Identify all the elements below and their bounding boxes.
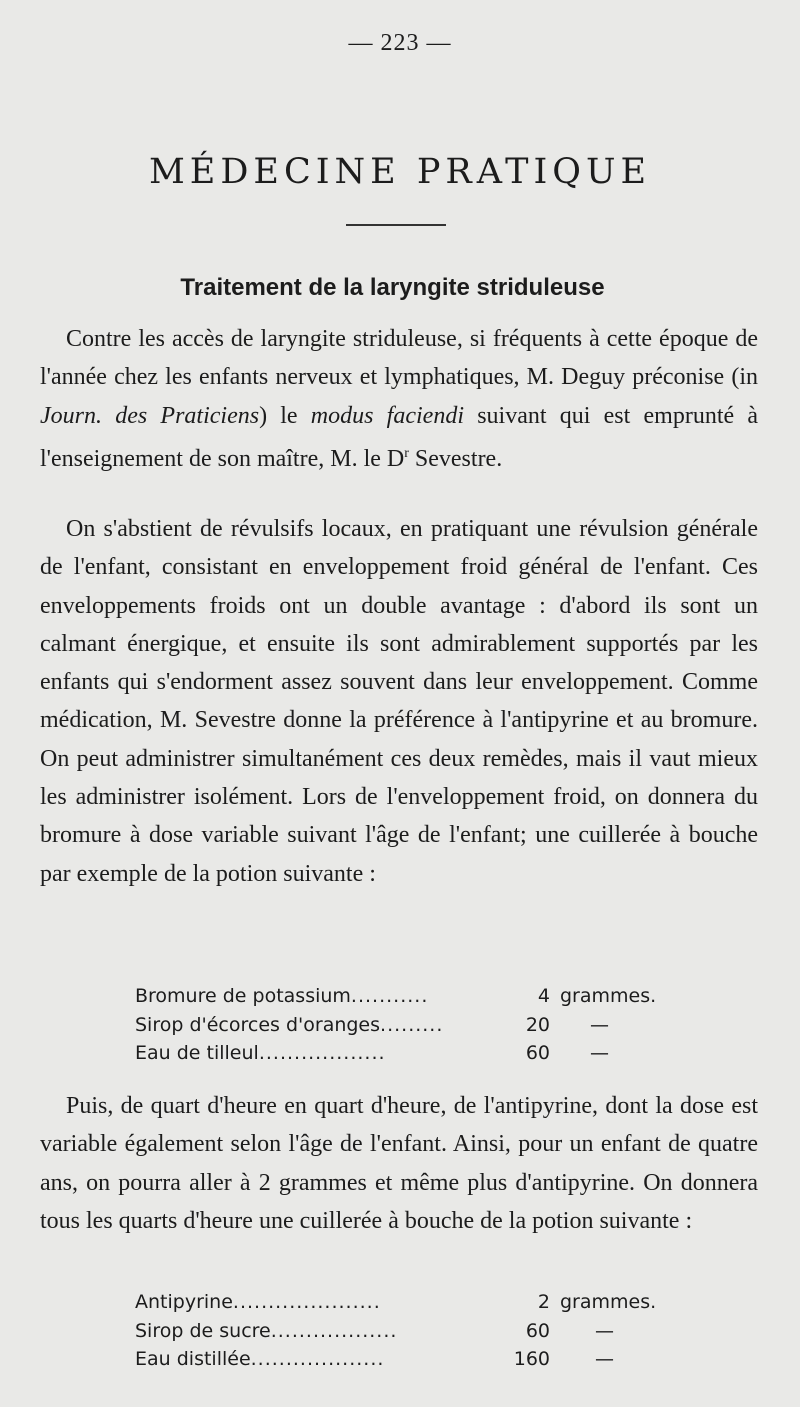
ingredient-name: Sirop de sucre bbox=[135, 1319, 271, 1342]
leader-dots: ........... bbox=[350, 985, 429, 1007]
ingredient-name: Eau de tilleul bbox=[135, 1042, 259, 1064]
leader-dots: ......... bbox=[380, 1013, 444, 1036]
ingredient-name: Sirop d'écorces d'oranges bbox=[135, 1013, 381, 1036]
leader-dots: ................... bbox=[250, 1348, 385, 1370]
journal-title: Journ. des Praticiens bbox=[40, 402, 260, 429]
ingredient-unit: grammes. bbox=[560, 985, 657, 1007]
latin-phrase: modus faciendi bbox=[310, 402, 464, 429]
ingredient-quantity: 160 bbox=[513, 1348, 550, 1370]
ingredient-name: Eau distillée bbox=[135, 1348, 251, 1370]
paragraph-2 bbox=[40, 510, 758, 893]
leader-dots: ..................... bbox=[232, 1291, 381, 1313]
recipe-row bbox=[135, 1317, 675, 1346]
page-title: MÉDECINE PRATIQUE bbox=[148, 152, 652, 192]
recipe-row bbox=[135, 1039, 675, 1068]
paragraph-2-text: On s'abstient de révulsifs locaux, en pratiquant une révulsion générale de l'enfant, consistant en enveloppement froid général de l'enfant. Ces enveloppements froids ont un double avantage : d'abord ils sont un calmant énergique, et ensuite ils sont admirablement supportés par les enfants qui s'endorment assez souvent dans leur enveloppement. Comme médication, M. Sevestre donne la préférence à l'antipyrine et au bromure. On peut administrer simultanément ces deux remèdes, mais il vaut mieux les administrer isolément. Lors de l'enveloppement froid, on donnera du bromure à dose variable suivant l'âge de l'enfant; une cuillerée à bouche par exemple de la potion suivante : bbox=[40, 516, 758, 887]
recipe-row bbox=[135, 1011, 675, 1040]
title-rule bbox=[346, 224, 446, 226]
ingredient-unit: — bbox=[595, 1319, 614, 1342]
ingredient-quantity: 20 bbox=[525, 1013, 550, 1036]
ingredient-unit: grammes. bbox=[560, 1291, 657, 1313]
recipe-2 bbox=[135, 1288, 675, 1374]
ingredient-unit: — bbox=[590, 1013, 609, 1036]
ingredient-quantity: 2 bbox=[537, 1291, 550, 1313]
paragraph-1-part-c: suivant qui est emprunté à l'enseignement de son maître, M. le D bbox=[40, 402, 758, 472]
paragraph-1-part-b: ) le bbox=[259, 402, 311, 429]
paragraph-1-part-a: Contre les accès de laryngite striduleuse, si fréquents à cette époque de l'année chez les enfants nerveux et lymphatiques, M. Deguy préconise (in bbox=[40, 326, 758, 391]
recipe-row bbox=[135, 1288, 675, 1317]
paragraph-1 bbox=[40, 320, 758, 478]
recipe-1 bbox=[135, 982, 675, 1068]
paragraph-3-text: Puis, de quart d'heure en quart d'heure, de l'antipyrine, dont la dose est variable également selon l'âge de l'enfant. Ainsi, pour un enfant de quatre ans, on pourra aller à 2 grammes et même plus d'antipyrine. On donnera tous les quarts d'heure une cuillerée à bouche de la potion suivante : bbox=[40, 1093, 758, 1234]
paragraph-1-part-d: Sevestre. bbox=[408, 445, 503, 472]
ingredient-quantity: 60 bbox=[525, 1042, 550, 1064]
doctor-superscript: r bbox=[404, 445, 409, 461]
ingredient-quantity: 60 bbox=[525, 1319, 550, 1342]
ingredient-unit: — bbox=[595, 1348, 614, 1370]
ingredient-unit: — bbox=[590, 1042, 609, 1064]
recipe-row bbox=[135, 982, 675, 1011]
section-heading: Traitement de la laryngite striduleuse bbox=[180, 274, 605, 301]
ingredient-quantity: 4 bbox=[537, 985, 550, 1007]
page-number: — 223 — bbox=[348, 30, 452, 56]
leader-dots: .................. bbox=[270, 1319, 398, 1342]
paragraph-3 bbox=[40, 1087, 758, 1240]
ingredient-name: Antipyrine bbox=[135, 1291, 233, 1313]
ingredient-name: Bromure de potassium bbox=[135, 985, 351, 1007]
leader-dots: .................. bbox=[258, 1042, 386, 1064]
recipe-row bbox=[135, 1345, 675, 1374]
